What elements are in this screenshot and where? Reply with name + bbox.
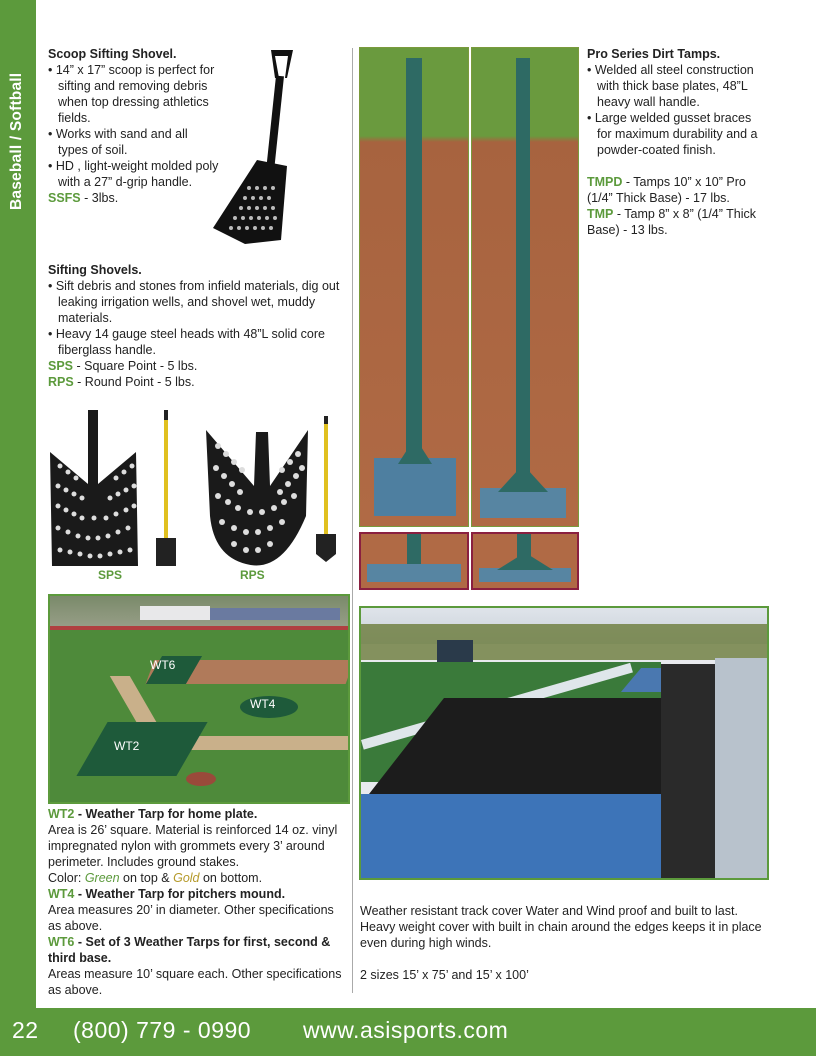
sps-image-label: SPS bbox=[98, 568, 123, 582]
sifting-item bbox=[48, 358, 344, 374]
wt4-desc: Area measures 20’ in diameter. Other specifications as above. bbox=[48, 903, 334, 933]
scoop-block bbox=[48, 46, 220, 206]
section-label: Baseball / Softball bbox=[8, 72, 25, 210]
sifting-item bbox=[48, 374, 344, 390]
sifting-bullet: • Sift debris and stones from infield materials, dig out leaking irrigation wells, and shovel wet, muddy materials. bbox=[48, 279, 340, 325]
sifting-bullet: • Heavy 14 gauge steel heads with 48”L solid core fiberglass handle. bbox=[48, 327, 325, 357]
product-code: WT4 bbox=[48, 887, 75, 901]
tamps-item bbox=[587, 174, 767, 206]
scoop-bullet: • HD , light-weight molded poly with a 27” d-grip handle. bbox=[48, 159, 219, 189]
tarp-label-wt6: WT6 bbox=[150, 658, 176, 672]
color-mid: on top & bbox=[119, 871, 174, 885]
product-code: TMP bbox=[587, 207, 614, 221]
website-link[interactable]: www.asisports.com bbox=[303, 1017, 509, 1043]
wt2-color bbox=[48, 870, 344, 886]
scoop-bullet: • 14” x 17” scoop is perfect for sifting and removing debris when top dressing athletics fields. bbox=[48, 63, 215, 125]
tamp-detail-image bbox=[471, 532, 579, 590]
tarps-block bbox=[48, 806, 344, 998]
scoop-title: Scoop Sifting Shovel. bbox=[48, 47, 177, 61]
product-desc: - Tamp 8” x 8” (1/4” Thick Base) - 13 lbs. bbox=[587, 207, 757, 237]
footer bbox=[0, 1008, 816, 1056]
page-number: 22 bbox=[12, 1017, 39, 1043]
tamps-title: Pro Series Dirt Tamps. bbox=[587, 47, 721, 61]
tamps-bullet: • Welded all steel construction with thick base plates, 48”L heavy wall handle. bbox=[587, 63, 754, 109]
product-desc: - Tamps 10” x 10” Pro (1/4” Thick Base) - 17 lbs. bbox=[587, 175, 746, 205]
product-code: SSFS bbox=[48, 191, 81, 205]
weather-tarps-image bbox=[48, 594, 350, 804]
phone-number: (800) 779 - 0990 bbox=[73, 1017, 252, 1043]
tarp-label-wt4: WT4 bbox=[250, 697, 276, 711]
spacer bbox=[587, 158, 767, 174]
tamp-image-large bbox=[359, 47, 469, 527]
color-end: on bottom. bbox=[199, 871, 263, 885]
wt6-desc: Areas measure 10’ square each. Other specifications as above. bbox=[48, 967, 342, 997]
wt2-desc: Area is 26’ square. Material is reinforced 14 oz. vinyl impregnated nylon with grommets every 3’ around perimeter. Includes ground stakes. bbox=[48, 823, 338, 869]
product-code: WT6 bbox=[48, 935, 75, 949]
tamps-bullet: • Large welded gusset braces for maximum durability and a powder-coated finish. bbox=[587, 111, 758, 157]
spacer bbox=[360, 951, 766, 967]
color-top: Green bbox=[84, 871, 120, 885]
color-label: Color: bbox=[48, 871, 85, 885]
track-block bbox=[360, 903, 766, 983]
wt6-heading bbox=[48, 934, 344, 966]
tarp-label-wt2: WT2 bbox=[114, 739, 140, 753]
product-code: TMPD bbox=[587, 175, 623, 189]
tamps-item bbox=[587, 206, 767, 238]
product-title: - Weather Tarp for pitchers mound. bbox=[74, 887, 286, 901]
product-title: - Set of 3 Weather Tarps for first, second & third base. bbox=[48, 935, 331, 965]
sifting-shovels-image bbox=[46, 406, 346, 572]
product-code: WT2 bbox=[48, 807, 75, 821]
rps-image-label: RPS bbox=[240, 568, 265, 582]
tamp-detail-image bbox=[359, 532, 469, 590]
tamp-image-medium bbox=[471, 47, 579, 527]
column-divider bbox=[352, 48, 353, 993]
color-bottom: Gold bbox=[173, 871, 200, 885]
product-desc: - Round Point - 5 lbs. bbox=[73, 375, 195, 389]
scoop-bullet: • Works with sand and all types of soil. bbox=[48, 127, 188, 157]
scoop-shovel-image bbox=[205, 48, 303, 244]
track-sizes: 2 sizes 15’ x 75’ and 15’ x 100’ bbox=[360, 968, 529, 982]
product-title: - Weather Tarp for home plate. bbox=[74, 807, 258, 821]
track-cover-image bbox=[359, 606, 769, 880]
wt4-heading bbox=[48, 886, 344, 902]
scoop-code-line bbox=[48, 190, 220, 206]
product-code: RPS bbox=[48, 375, 74, 389]
track-desc: Weather resistant track cover Water and Wind proof and built to last. Heavy weight cover with built in chain around the edges keeps it in place even during high winds. bbox=[360, 904, 762, 950]
product-desc: - Square Point - 5 lbs. bbox=[73, 359, 198, 373]
tamps-block bbox=[587, 46, 767, 238]
product-code: SPS bbox=[48, 359, 74, 373]
sifting-block bbox=[48, 262, 344, 390]
sifting-title: Sifting Shovels. bbox=[48, 263, 142, 277]
product-desc: - 3lbs. bbox=[80, 191, 119, 205]
wt2-heading bbox=[48, 806, 344, 822]
